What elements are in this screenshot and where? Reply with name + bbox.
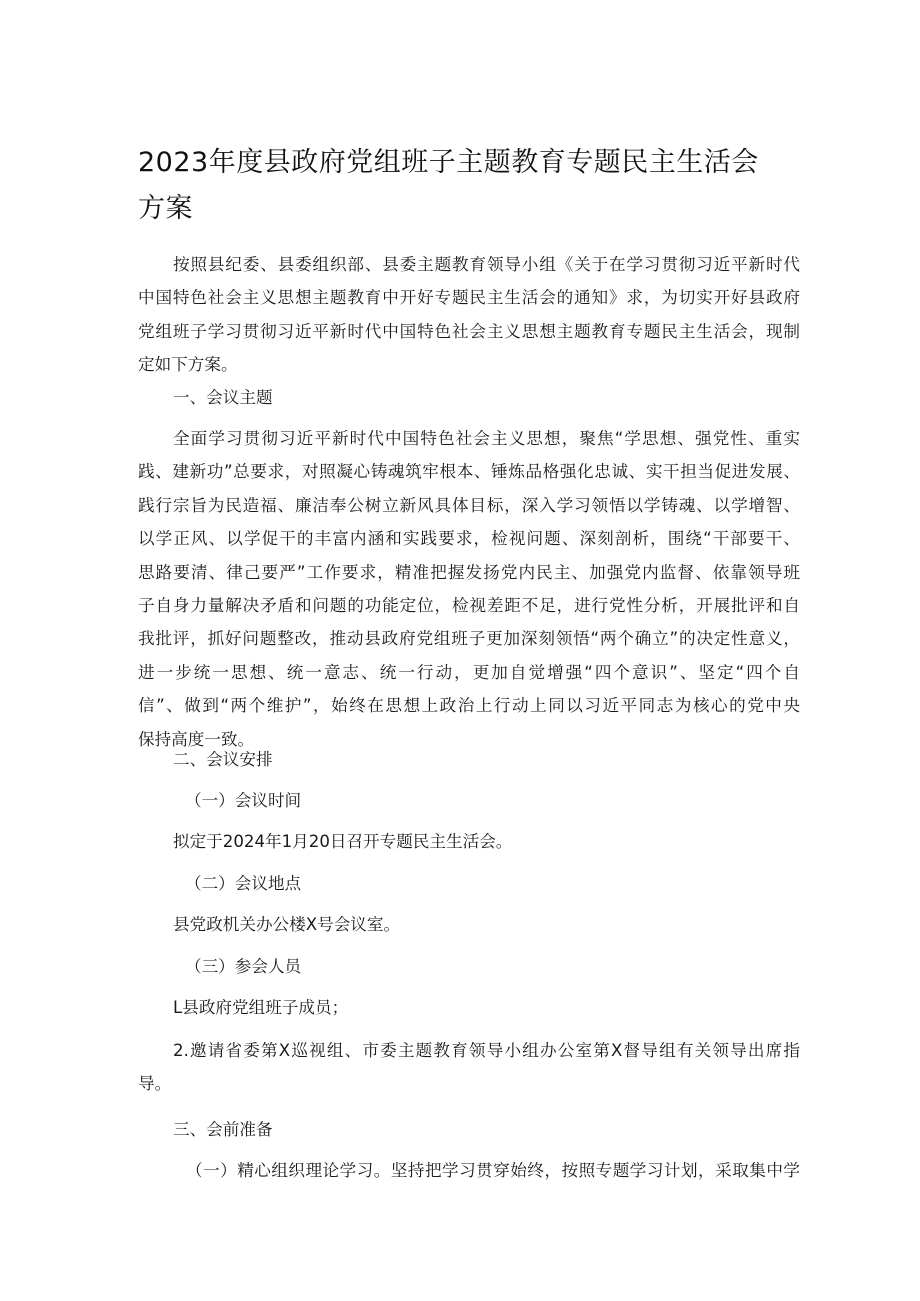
paragraph-line: 党组班子学习贯彻习近平新时代中国特色社会主义思想主题教育专题民主生活会，现制 bbox=[138, 321, 800, 341]
paragraph-line: 中国特色社会主义思想主题教育中开好专题民主生活会的通知》求，为切实开好县政府 bbox=[138, 288, 800, 308]
section-heading-3: 三、会前准备 bbox=[173, 1120, 273, 1139]
paragraph-line: 按照县纪委、县委组织部、县委主题教育领导小组《关于在学习贯彻习近平新时代 bbox=[173, 255, 800, 274]
section1-paragraph bbox=[138, 422, 800, 756]
subsection-heading-time: （一）会议时间 bbox=[185, 791, 302, 810]
paragraph-line: 导。 bbox=[138, 1074, 172, 1094]
paragraph-line: 进一步统一思想、统一意志、统一行动，更加自觉增强“四个意识”、坚定“四个自 bbox=[138, 662, 800, 682]
subsection-heading-location: （二）会议地点 bbox=[185, 874, 302, 893]
attendee-item-1: L县政府党组班子成员； bbox=[173, 998, 349, 1017]
title-line-1: 2023年度县政府党组班子主题教育专题民主生活会 bbox=[138, 147, 759, 178]
paragraph-line: 定如下方案。 bbox=[138, 355, 238, 375]
paragraph-line: 子自身力量解决矛盾和问题的功能定位，检视差距不足，进行党性分析，开展批评和自 bbox=[138, 595, 800, 615]
section3-paragraph bbox=[138, 1154, 800, 1187]
subsection-heading-attendees: （三）参会人员 bbox=[185, 957, 302, 976]
paragraph-line: 保持高度一致。 bbox=[138, 729, 255, 749]
section-heading-1: 一、会议主题 bbox=[173, 388, 273, 407]
paragraph-line: 思路要清、律己要严”工作要求，精准把握发扬党内民主、加强党内监督、依靠领导班 bbox=[138, 562, 800, 582]
paragraph-line: 践、建新功”总要求，对照凝心铸魂筑牢根本、锤炼品格强化忠诚、实干担当促进发展、 bbox=[138, 462, 800, 482]
title-line-2: 方案 bbox=[138, 193, 193, 224]
paragraph-line: （一）精心组织理论学习。坚持把学习贯穿始终，按照专题学习计划，采取集中学 bbox=[186, 1161, 800, 1180]
paragraph-line: 践行宗旨为民造福、廉洁奉公树立新风具体目标，深入学习领悟以学铸魂、以学增智、 bbox=[138, 495, 800, 515]
paragraph-line: 我批评，抓好问题整改，推动县政府党组班子更加深刻领悟“两个确立”的决定性意义， bbox=[138, 629, 800, 649]
paragraph-line: 全面学习贯彻习近平新时代中国特色社会主义思想，聚焦“学思想、强党性、重实 bbox=[173, 429, 800, 448]
meeting-location-text: 县党政机关办公楼X号会议室。 bbox=[173, 915, 401, 934]
paragraph-line: 信”、做到“两个维护”，始终在思想上政治上行动上同以习近平同志为核心的党中央 bbox=[138, 696, 800, 716]
intro-paragraph bbox=[138, 248, 800, 382]
section-heading-2: 二、会议安排 bbox=[173, 750, 273, 769]
attendee-item-2 bbox=[138, 1034, 800, 1101]
paragraph-line: 2.邀请省委第X巡视组、市委主题教育领导小组办公室第X督导组有关领导出席指 bbox=[173, 1041, 800, 1060]
paragraph-line: 以学正风、以学促干的丰富内涵和实践要求，检视问题、深刻剖析，围绕“干部要干、 bbox=[138, 529, 800, 549]
meeting-time-text: 拟定于2024年1月20日召开专题民主生活会。 bbox=[173, 832, 513, 851]
document-title bbox=[138, 140, 798, 232]
